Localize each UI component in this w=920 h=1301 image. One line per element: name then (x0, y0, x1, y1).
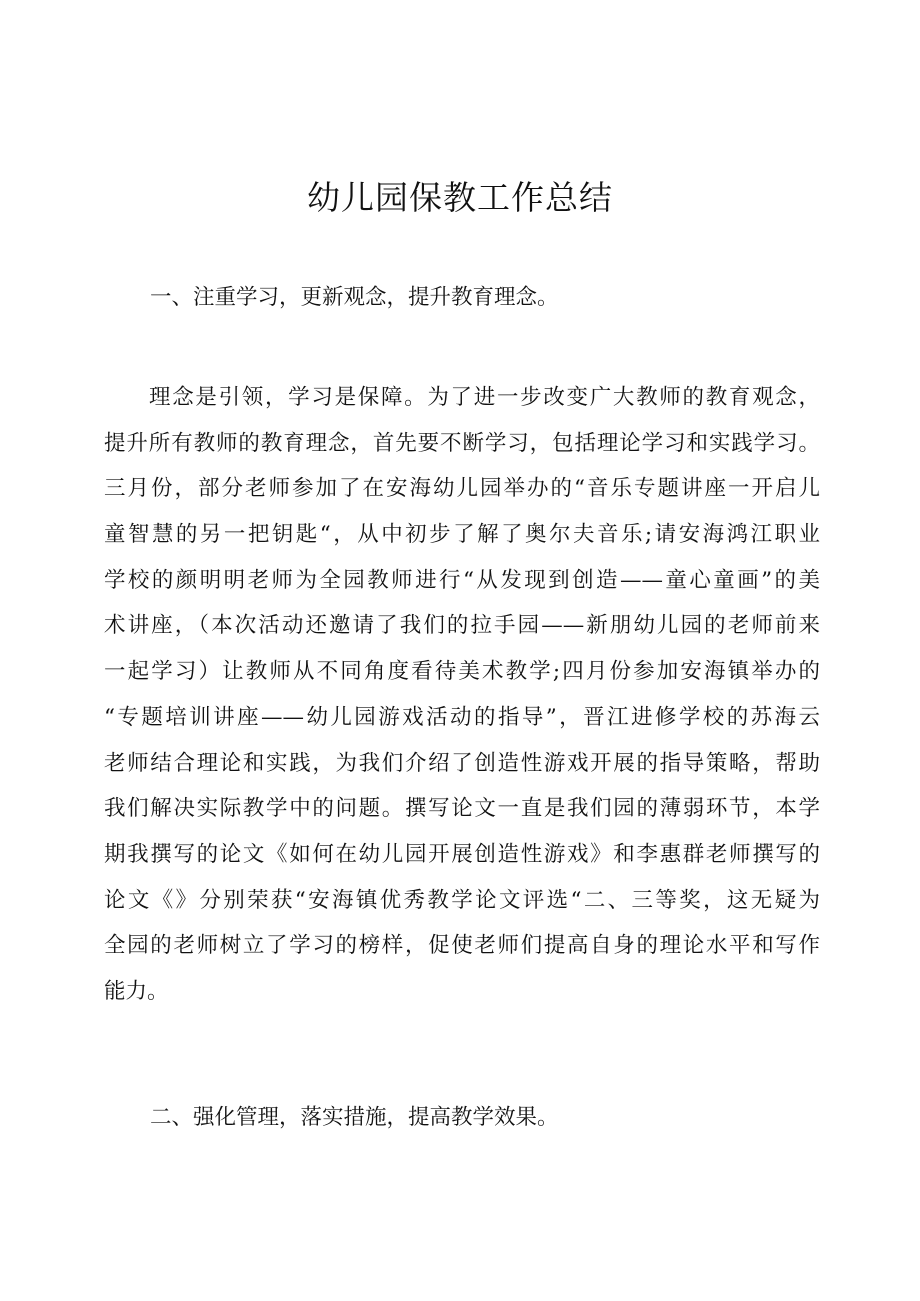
section-1-paragraph (104, 375, 820, 1015)
paragraph-line: 论文《》分别荣获“安海镇优秀教学论文评选“二、三等奖，这无疑为 (104, 887, 820, 913)
section-1-heading: 一、注重学习，更新观念，提升教育理念。 (150, 285, 559, 310)
paragraph-line: 我们解决实际教学中的问题。撰写论文一直是我们园的薄弱环节，本学 (104, 796, 820, 822)
paragraph-line: 全园的老师树立了学习的榜样，促使老师们提高自身的理论水平和写作 (104, 933, 820, 959)
section-2-heading: 二、强化管理，落实措施，提高教学效果。 (150, 1105, 559, 1130)
paragraph-line: 理念是引领，学习是保障。为了进一步改变广大教师的教育观念， (149, 385, 820, 410)
paragraph-line: 三月份，部分老师参加了在安海幼儿园举办的“音乐专题讲座一开启儿 (104, 476, 820, 502)
paragraph-line: 能力。 (104, 978, 169, 1004)
paragraph-line: 老师结合理论和实践，为我们介绍了创造性游戏开展的指导策略，帮助 (104, 750, 820, 776)
document-title: 幼儿园保教工作总结 (307, 178, 613, 217)
paragraph-line: “专题培训讲座——幼儿园游戏活动的指导”，晋江进修学校的苏海云 (104, 704, 820, 730)
paragraph-line: 一起学习）让教师从不同角度看待美术教学;四月份参加安海镇举办的 (104, 659, 820, 685)
paragraph-line: 期我撰写的论文《如何在幼儿园开展创造性游戏》和李惠群老师撰写的 (104, 841, 820, 867)
paragraph-line: 提升所有教师的教育理念，首先要不断学习，包括理论学习和实践学习。 (104, 430, 820, 456)
paragraph-line: 术讲座，（本次活动还邀请了我们的拉手园——新朋幼儿园的老师前来 (104, 613, 820, 639)
paragraph-line: 童智慧的另一把钥匙“，从中初步了解了奥尔夫音乐;请安海鸿江职业 (104, 522, 820, 548)
paragraph-line: 学校的颜明明老师为全园教师进行“从发现到创造——童心童画”的美 (104, 567, 820, 593)
